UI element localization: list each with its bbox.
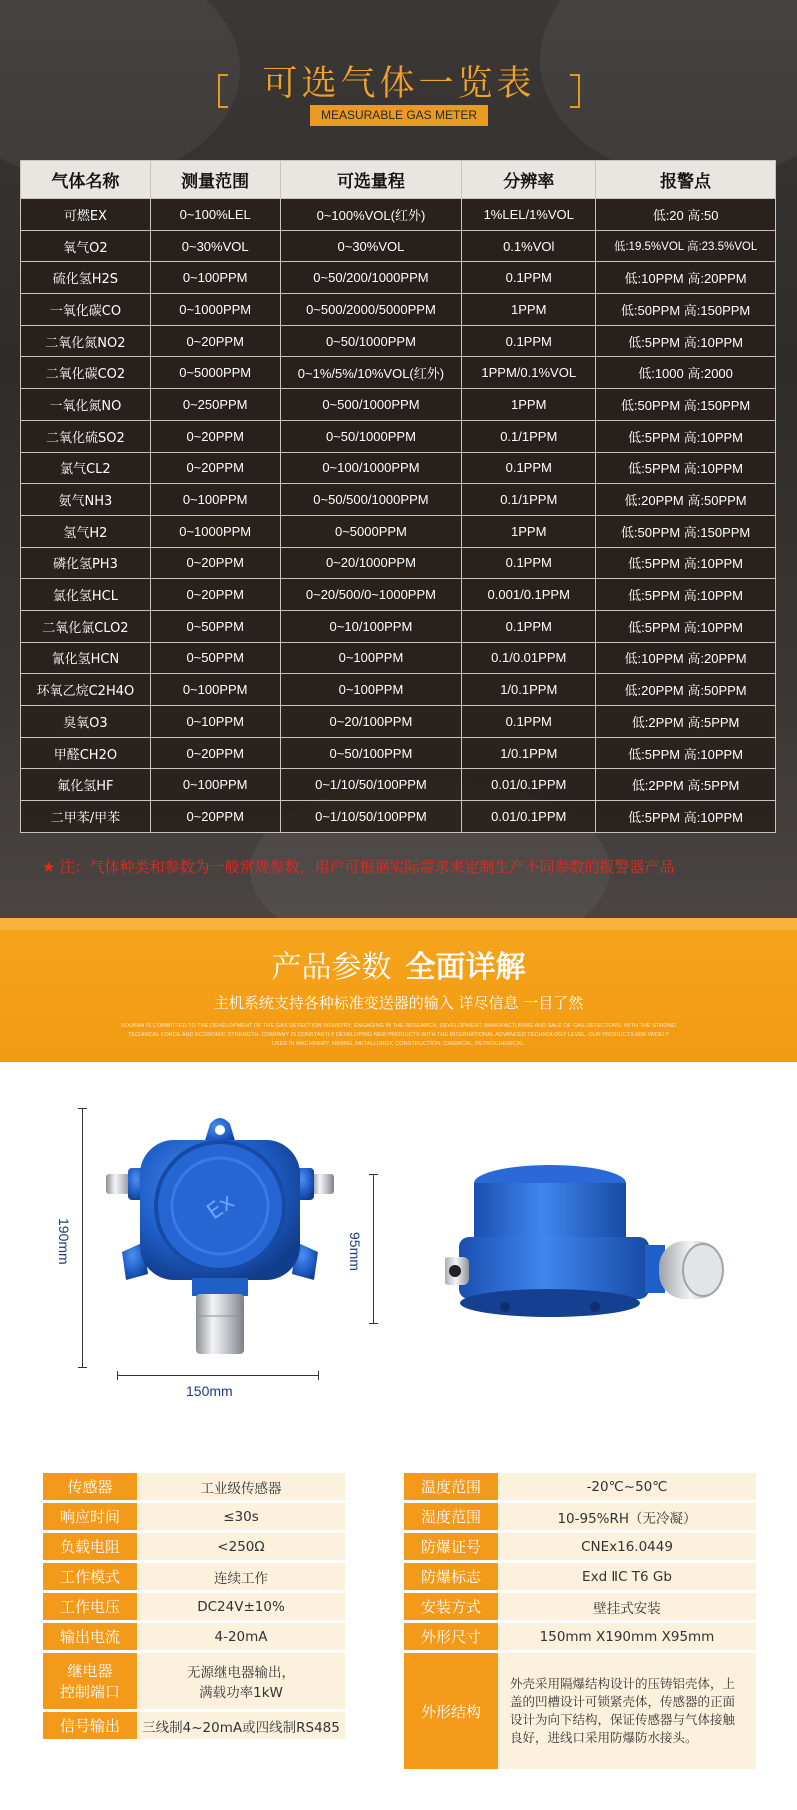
spec-label: 外形尺寸 (404, 1623, 498, 1650)
gas-table-row (21, 262, 776, 294)
resolution-cell: 0.1PPM (462, 610, 596, 642)
resolution-cell: 0.1PPM (462, 547, 596, 579)
gas-name-cell: 二甲苯/甲苯 (21, 801, 151, 833)
height-dimension-label: 190mm (56, 1218, 72, 1265)
alarm-point-cell: 低:10PPM 高:20PPM (596, 642, 776, 674)
gas-table-row (21, 737, 776, 769)
gas-name-cell: 氨气NH3 (21, 484, 151, 516)
gas-table (20, 160, 776, 833)
alarm-point-cell: 低:50PPM 高:150PPM (596, 515, 776, 547)
product-photo-area (0, 1062, 797, 1430)
spec-label: 工作模式 (43, 1563, 137, 1590)
spec-value: 4-20mA (137, 1623, 345, 1650)
spec-value: <250Ω (137, 1533, 345, 1560)
gas-name-cell: 可燃EX (21, 199, 151, 231)
spec-value: 10-95%RH（无冷凝） (498, 1503, 756, 1530)
mount-bolt (590, 1302, 600, 1312)
measure-range-cell: 0~20PPM (150, 452, 280, 484)
measure-range-cell: 0~100PPM (150, 262, 280, 294)
spec-label: 外形结构 (404, 1653, 498, 1769)
height-dimension-line (82, 1108, 83, 1368)
gas-name-cell: 二氧化氮NO2 (21, 325, 151, 357)
alarm-point-cell: 低:50PPM 高:150PPM (596, 389, 776, 421)
gas-table-row (21, 547, 776, 579)
background-smoke (0, 0, 240, 180)
alarm-point-cell: 低:20PPM 高:50PPM (596, 484, 776, 516)
optional-range-cell: 0~1%/5%/10%VOL(红外) (280, 357, 462, 389)
spec-label: 传感器 (43, 1473, 137, 1500)
spec-row (43, 1473, 345, 1500)
gas-table-row (21, 199, 776, 231)
measure-range-cell: 0~1000PPM (150, 515, 280, 547)
width-dimension-label: 150mm (186, 1383, 233, 1399)
measure-range-cell: 0~30%VOL (150, 230, 280, 262)
optional-range-cell: 0~10/100PPM (280, 610, 462, 642)
measure-range-cell: 0~20PPM (150, 579, 280, 611)
resolution-cell: 1PPM/0.1%VOL (462, 357, 596, 389)
measure-range-cell: 0~20PPM (150, 325, 280, 357)
optional-range-cell: 0~5000PPM (280, 515, 462, 547)
gas-table-row (21, 610, 776, 642)
optional-range-cell: 0~100%VOL(红外) (280, 199, 462, 231)
spec-row (43, 1623, 345, 1650)
gas-name-cell: 环氧乙烷C2H4O (21, 674, 151, 706)
cable-gland (312, 1174, 334, 1194)
resolution-cell: 0.1PPM (462, 262, 596, 294)
ex-mark-icon: Ex (202, 1189, 240, 1226)
header-measure-range: 测量范围 (150, 161, 280, 199)
resolution-cell: 0.1PPM (462, 325, 596, 357)
spec-row (43, 1533, 345, 1560)
spec-label: 继电器 控制端口 (43, 1653, 137, 1709)
alarm-point-cell: 低:5PPM 高:10PPM (596, 452, 776, 484)
spec-table-right (404, 1470, 756, 1772)
alarm-point-cell: 低:20 高:50 (596, 199, 776, 231)
lid-side (474, 1183, 626, 1241)
spec-row (43, 1593, 345, 1620)
spec-row (404, 1563, 756, 1590)
mounting-hole (215, 1125, 225, 1135)
dimension-tick (78, 1108, 87, 1109)
dimension-tick (78, 1367, 87, 1368)
gas-table-title-en: MEASURABLE GAS METER (310, 105, 488, 126)
spec-value: ≤30s (137, 1503, 345, 1530)
measure-range-cell: 0~100PPM (150, 484, 280, 516)
measure-range-cell: 0~50PPM (150, 610, 280, 642)
spec-table-left (43, 1470, 345, 1742)
spec-value: Exd ⅡC T6 Gb (498, 1563, 756, 1590)
spec-label: 温度范围 (404, 1473, 498, 1500)
spec-value: CNEx16.0449 (498, 1533, 756, 1560)
header-resolution: 分辨率 (462, 161, 596, 199)
sensor-head (196, 1294, 244, 1354)
alarm-point-cell: 低:5PPM 高:10PPM (596, 325, 776, 357)
measure-range-cell: 0~250PPM (150, 389, 280, 421)
spec-row (43, 1712, 345, 1739)
measure-range-cell: 0~100PPM (150, 769, 280, 801)
gas-name-cell: 氟化氢HF (21, 769, 151, 801)
alarm-point-cell: 低:5PPM 高:10PPM (596, 579, 776, 611)
dimension-tick (117, 1371, 118, 1380)
header-optional-range: 可选量程 (280, 161, 462, 199)
measure-range-cell: 0~100PPM (150, 674, 280, 706)
resolution-cell: 0.1/0.01PPM (462, 642, 596, 674)
gas-name-cell: 二氧化碳CO2 (21, 357, 151, 389)
gas-name-cell: 一氧化碳CO (21, 294, 151, 326)
gas-table-row (21, 801, 776, 833)
alarm-point-cell: 低:1000 高:2000 (596, 357, 776, 389)
optional-range-cell: 0~50/500/1000PPM (280, 484, 462, 516)
spec-value: 外壳采用隔爆结构设计的压铸铝壳体，上盖的凹槽设计可锁紧壳体，传感器的正面设计为向下结构，保证传感器与气体接触良好，进线口采用防爆防水接头。 (498, 1653, 756, 1769)
gas-table-row (21, 230, 776, 262)
optional-range-cell: 0~100/1000PPM (280, 452, 462, 484)
gas-name-cell: 一氧化氮NO (21, 389, 151, 421)
optional-range-cell: 0~50/1000PPM (280, 420, 462, 452)
dimension-tick (318, 1371, 319, 1380)
depth-dimension-line (373, 1174, 374, 1324)
spec-row (43, 1653, 345, 1709)
spec-value: 壁挂式安装 (498, 1593, 756, 1620)
optional-range-cell: 0~100PPM (280, 642, 462, 674)
gas-table-row (21, 484, 776, 516)
gas-name-cell: 磷化氢PH3 (21, 547, 151, 579)
alarm-point-cell: 低:10PPM 高:20PPM (596, 262, 776, 294)
gas-name-cell: 臭氧O3 (21, 706, 151, 738)
depth-dimension-label: 95mm (347, 1232, 363, 1271)
resolution-cell: 0.001/0.1PPM (462, 579, 596, 611)
resolution-cell: 0.1PPM (462, 452, 596, 484)
mount-bolt (500, 1302, 510, 1312)
gas-table-row (21, 294, 776, 326)
gas-table-note-text: 注：气体种类和参数为一般常规参数，用户可根据实际需求来定制生产不同参数的报警器产品 (59, 858, 675, 876)
spec-label: 安装方式 (404, 1593, 498, 1620)
resolution-cell: 0.1/1PPM (462, 420, 596, 452)
banner-title-light: 产品参数 (271, 950, 392, 985)
spec-label: 工作电压 (43, 1593, 137, 1620)
resolution-cell: 1/0.1PPM (462, 674, 596, 706)
header-alarm-point: 报警点 (596, 161, 776, 199)
spec-value: 连续工作 (137, 1563, 345, 1590)
sensor-face (683, 1244, 723, 1296)
spec-value: -20℃~50℃ (498, 1473, 756, 1500)
alarm-point-cell: 低:50PPM 高:150PPM (596, 294, 776, 326)
spec-label: 防爆证号 (404, 1533, 498, 1560)
spec-label: 信号输出 (43, 1712, 137, 1739)
spec-value: 三线制4~20mA或四线制RS485 (137, 1712, 345, 1739)
optional-range-cell: 0~500/2000/5000PPM (280, 294, 462, 326)
spec-label: 负载电阻 (43, 1533, 137, 1560)
gas-table-row (21, 674, 776, 706)
optional-range-cell: 0~100PPM (280, 674, 462, 706)
measure-range-cell: 0~20PPM (150, 547, 280, 579)
header-gas-name: 气体名称 (21, 161, 151, 199)
gas-name-cell: 硫化氢H2S (21, 262, 151, 294)
spec-row (404, 1503, 756, 1530)
gas-table-row (21, 357, 776, 389)
gas-name-cell: 氢气H2 (21, 515, 151, 547)
spec-row (404, 1533, 756, 1560)
gas-table-row (21, 706, 776, 738)
optional-range-cell: 0~1/10/50/100PPM (280, 801, 462, 833)
optional-range-cell: 0~500/1000PPM (280, 389, 462, 421)
dimension-tick (369, 1174, 378, 1175)
gas-name-cell: 氰化氢HCN (21, 642, 151, 674)
resolution-cell: 1/0.1PPM (462, 737, 596, 769)
width-dimension-line (117, 1375, 319, 1376)
resolution-cell: 0.01/0.1PPM (462, 769, 596, 801)
gas-table-title (218, 50, 580, 126)
spec-row (43, 1563, 345, 1590)
alarm-point-cell: 低:2PPM 高:5PPM (596, 706, 776, 738)
resolution-cell: 0.1PPM (462, 706, 596, 738)
spec-value: 工业级传感器 (137, 1473, 345, 1500)
alarm-point-cell: 低:5PPM 高:10PPM (596, 737, 776, 769)
alarm-point-cell: 低:5PPM 高:10PPM (596, 420, 776, 452)
alarm-point-cell: 低:5PPM 高:10PPM (596, 610, 776, 642)
banner-fine-print: SOUBAN IS COMMITTED TO THE DEVELOPMENT OF THE GAS DETECTION INDUSTRY, ENGAGING IN THE RESEARCH, DEVELOPMENT, MANUFACTURING AND SALE OF GAS DETECTORS. WITH THE STRONG TECHNICAL FORCE AND ECONOMIC STRENGTH, COMPANY IS CONSTANTLY DEVELOPING NEW PRODUCTS WITH THE INTERNATIONAL ADVANCED TECHNOLOGY LEVEL. OUR PRODUCTS ARE WIDELY USED IN MACHINERY, MINING, METALLURGY, CONSTRUCTION, CHEMICAL, PETROCHEMICAL. (120, 1023, 677, 1047)
optional-range-cell: 0~1/10/50/100PPM (280, 769, 462, 801)
spec-row (43, 1503, 345, 1530)
gas-table-title-cn: 可选气体一览表 (262, 64, 536, 104)
optional-range-cell: 0~50/200/1000PPM (280, 262, 462, 294)
spec-value: 无源继电器输出， 满载功率1kW (137, 1653, 345, 1709)
alarm-point-cell: 低:19.5%VOL 高:23.5%VOL (596, 230, 776, 262)
spec-row (404, 1473, 756, 1500)
gas-name-cell: 氯气CL2 (21, 452, 151, 484)
gas-table-row (21, 389, 776, 421)
spec-value: DC24V±10% (137, 1593, 345, 1620)
optional-range-cell: 0~50/100PPM (280, 737, 462, 769)
gas-name-cell: 二氧化氯CLO2 (21, 610, 151, 642)
measure-range-cell: 0~50PPM (150, 642, 280, 674)
spec-label: 响应时间 (43, 1503, 137, 1530)
resolution-cell: 1PPM (462, 389, 596, 421)
gas-table-row (21, 452, 776, 484)
gas-table-row (21, 769, 776, 801)
alarm-point-cell: 低:5PPM 高:10PPM (596, 801, 776, 833)
measure-range-cell: 0~10PPM (150, 706, 280, 738)
dimension-tick (369, 1323, 378, 1324)
spec-label: 输出电流 (43, 1623, 137, 1650)
banner-highlight (0, 918, 797, 930)
housing-base (460, 1289, 640, 1317)
measure-range-cell: 0~20PPM (150, 737, 280, 769)
measure-range-cell: 0~5000PPM (150, 357, 280, 389)
spec-label: 防爆标志 (404, 1563, 498, 1590)
spec-row (404, 1623, 756, 1650)
optional-range-cell: 0~50/1000PPM (280, 325, 462, 357)
gas-table-header-row (21, 161, 776, 199)
banner-subtitle: 主机系统支持各种标准变送器的输入 详尽信息 一目了然 (213, 994, 584, 1012)
optional-range-cell: 0~20/100PPM (280, 706, 462, 738)
measure-range-cell: 0~20PPM (150, 801, 280, 833)
gas-table-row (21, 579, 776, 611)
measure-range-cell: 0~1000PPM (150, 294, 280, 326)
star-icon: ★ (42, 858, 56, 876)
gas-table-row (21, 325, 776, 357)
gland-opening (449, 1265, 461, 1277)
product-params-banner (0, 918, 797, 1062)
measure-range-cell: 0~100%LEL (150, 199, 280, 231)
detector-side-view (445, 1157, 735, 1337)
alarm-point-cell: 低:2PPM 高:5PPM (596, 769, 776, 801)
resolution-cell: 1%LEL/1%VOL (462, 199, 596, 231)
alarm-point-cell: 低:5PPM 高:10PPM (596, 547, 776, 579)
spec-value: 150mm X190mm X95mm (498, 1623, 756, 1650)
resolution-cell: 1PPM (462, 294, 596, 326)
alarm-point-cell: 低:20PPM 高:50PPM (596, 674, 776, 706)
sensor-neck (192, 1278, 248, 1296)
optional-range-cell: 0~20/500/0~1000PPM (280, 579, 462, 611)
gas-table-row (21, 420, 776, 452)
gas-name-cell: 氧气O2 (21, 230, 151, 262)
banner-title (0, 942, 797, 986)
optional-range-cell: 0~30%VOL (280, 230, 462, 262)
spec-label: 湿度范围 (404, 1503, 498, 1530)
resolution-cell: 0.1%VOl (462, 230, 596, 262)
gas-name-cell: 二氧化硫SO2 (21, 420, 151, 452)
resolution-cell: 0.01/0.1PPM (462, 801, 596, 833)
gas-name-cell: 甲醛CH2O (21, 737, 151, 769)
optional-range-cell: 0~20/1000PPM (280, 547, 462, 579)
spec-row (404, 1653, 756, 1769)
gas-name-cell: 氯化氢HCL (21, 579, 151, 611)
measure-range-cell: 0~20PPM (150, 420, 280, 452)
detector-front-view (100, 1102, 340, 1362)
gas-table-row (21, 642, 776, 674)
gas-table-note (42, 856, 674, 877)
resolution-cell: 1PPM (462, 515, 596, 547)
spec-row (404, 1593, 756, 1620)
gas-table-row (21, 515, 776, 547)
resolution-cell: 0.1/1PPM (462, 484, 596, 516)
banner-title-bold: 全面详解 (405, 950, 526, 985)
